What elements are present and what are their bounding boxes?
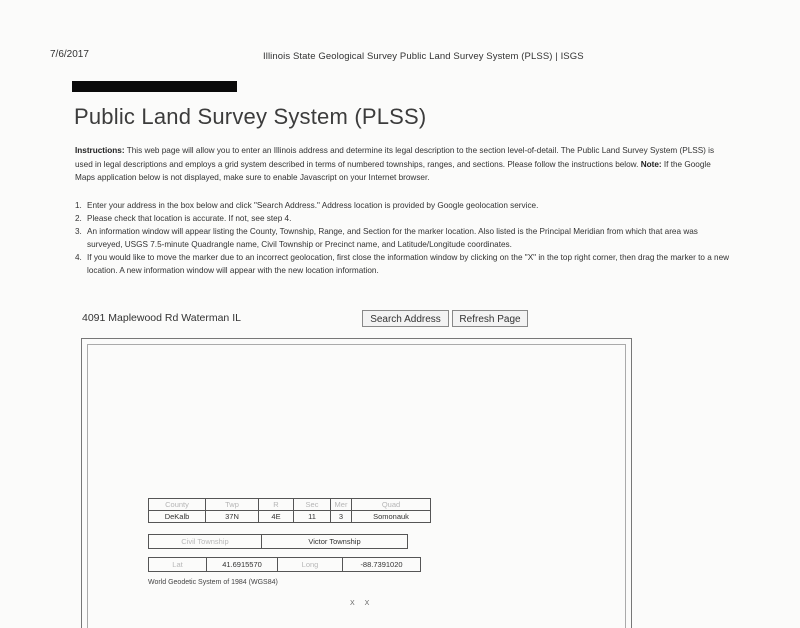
header-county: County	[149, 499, 206, 511]
note-text: If the Google Maps application below is not displayed, make sure to enable Javascript on your Internet browser.	[75, 159, 711, 183]
datum-note: World Geodetic System of 1984 (WGS84)	[148, 579, 278, 586]
search-address-button[interactable]: Search Address	[362, 310, 449, 327]
civil-township-box	[148, 534, 408, 549]
instructions-paragraph	[75, 144, 715, 185]
instruction-steps	[75, 199, 735, 277]
cell-meridian: 3	[331, 511, 352, 523]
plss-info-table	[148, 498, 431, 523]
step-text: An information window will appear listing the County, Township, Range, and Section for the marker location. Also listed is the Principal Meridian from which that area was surveyed, USGS 7.5-minute Quadrangle name, Civil Township or Precinct name, and Latitude/Longitude coordinates.	[87, 227, 698, 249]
refresh-page-button[interactable]: Refresh Page	[452, 310, 528, 327]
header-quad: Quad	[352, 499, 431, 511]
print-header-title: Illinois State Geological Survey Public Land Survey System (PLSS) | ISGS	[263, 51, 584, 62]
cell-range: 4E	[259, 511, 294, 523]
page-title: Public Land Survey System (PLSS)	[74, 104, 427, 129]
step-text: If you would like to move the marker due to an incorrect geolocation, first close the information window by clicking on the "X" in the top right corner, then drag the marker to a new location. A new information window will appear with the new location information.	[87, 253, 730, 275]
close-icon[interactable]: X X	[350, 600, 374, 607]
lon-label: Long	[278, 558, 343, 571]
civil-township-label: Civil Township	[149, 535, 262, 548]
address-input[interactable]: 4091 Maplewood Rd Waterman IL	[82, 312, 241, 324]
instructions-text: This web page will allow you to enter an Illinois address and determine its legal description to the section level-of-detail. The Public Land Survey System (PLSS) is used in legal descriptions and employs a grid system described in terms of numbered townships, ranges, and sections. Please follow the instructions below.	[75, 146, 715, 169]
cell-quad: Somonauk	[352, 511, 431, 523]
header-meridian: Mer	[331, 499, 352, 511]
lat-value: 41.6915570	[207, 558, 278, 571]
step-number: 4.	[75, 253, 82, 262]
step-number: 1.	[75, 201, 82, 210]
header-range: R	[259, 499, 294, 511]
cell-section: 11	[294, 511, 331, 523]
note-label: Note:	[640, 159, 662, 169]
step-number: 2.	[75, 214, 82, 223]
step-number: 3.	[75, 227, 82, 236]
coordinates-box	[148, 557, 421, 572]
table-row	[149, 511, 431, 523]
step-text: Enter your address in the box below and click "Search Address." Address location is provided by Google geolocation service.	[87, 201, 539, 210]
cell-township: 37N	[206, 511, 259, 523]
header-section: Sec	[294, 499, 331, 511]
step-item	[75, 212, 735, 225]
lon-value: -88.7391020	[360, 560, 403, 569]
table-header-row	[149, 499, 431, 511]
step-text: Please check that location is accurate. If not, see step 4.	[87, 214, 292, 223]
step-item	[75, 199, 735, 212]
step-item	[75, 225, 735, 251]
header-township: Twp	[206, 499, 259, 511]
civil-township-value: Victor Township	[308, 537, 361, 546]
lat-label: Lat	[149, 558, 207, 571]
redaction-bar	[72, 81, 237, 92]
instructions-label: Instructions:	[75, 146, 125, 155]
step-item	[75, 251, 735, 277]
cell-county: DeKalb	[149, 511, 206, 523]
print-date: 7/6/2017	[50, 49, 89, 60]
